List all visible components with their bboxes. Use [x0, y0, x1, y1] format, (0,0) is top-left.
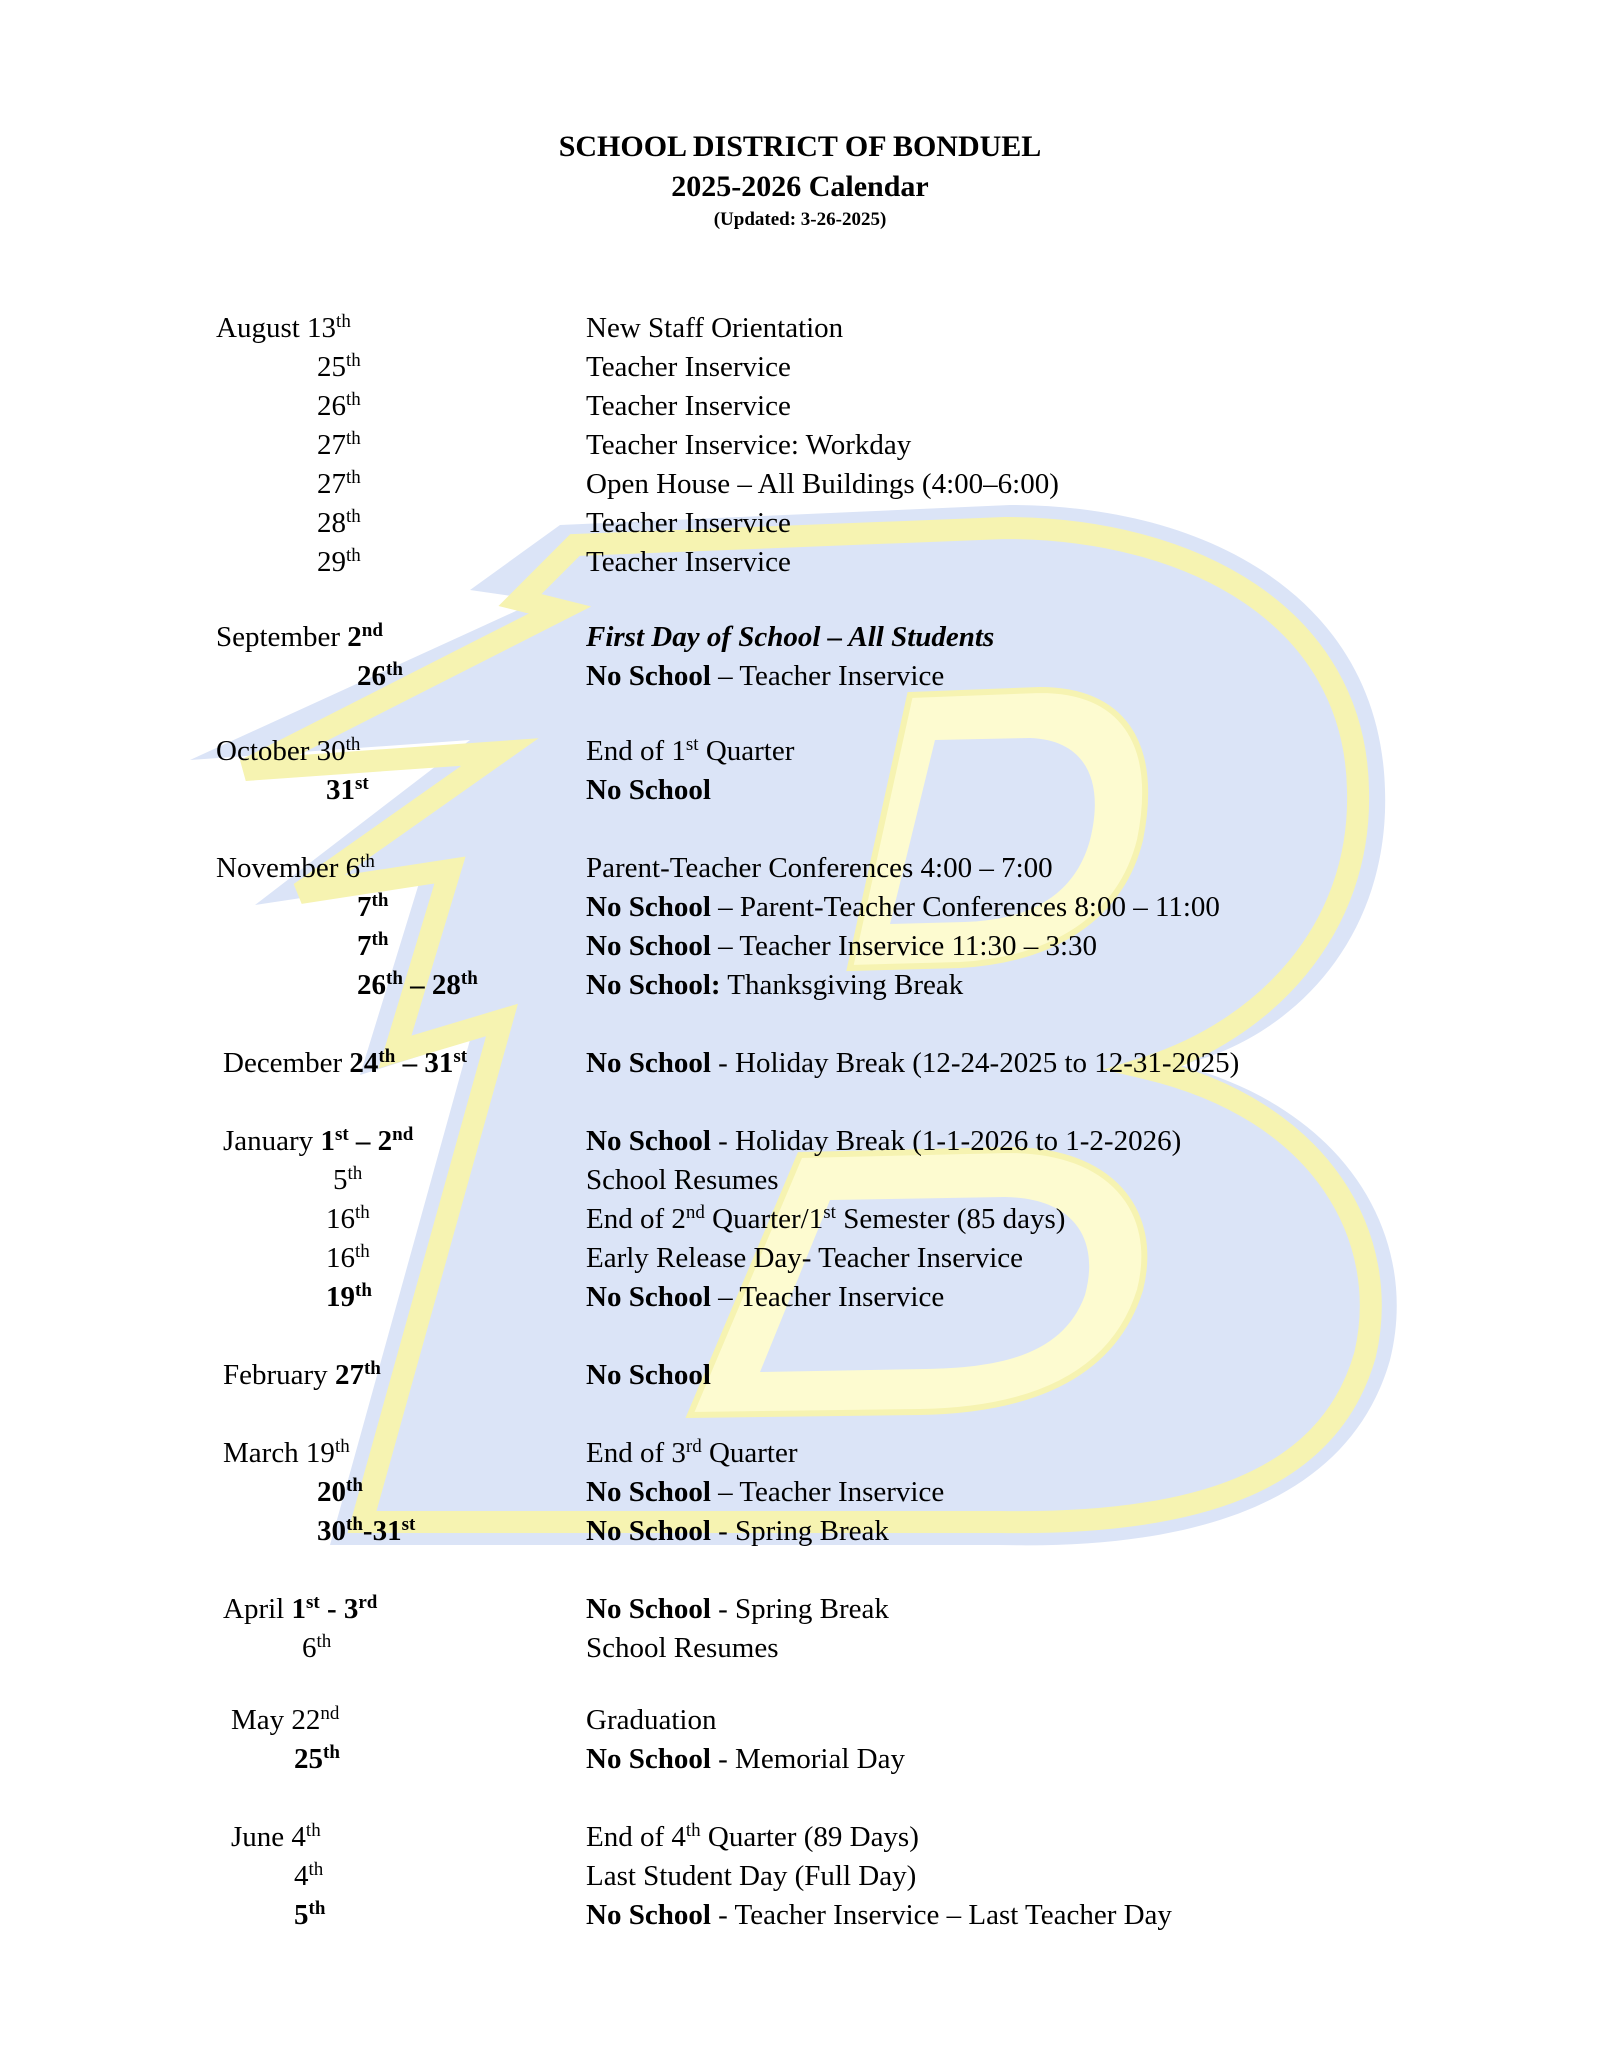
text-segment: – Teacher Inservice 11:30 – 3:30: [710, 930, 1098, 962]
entry-date: [317, 503, 361, 543]
entry-event: [586, 425, 911, 465]
ordinal-suffix: rd: [358, 1592, 378, 1614]
entry-event: [586, 464, 1059, 504]
text-segment: New Staff Orientation: [586, 312, 844, 344]
text-segment: 19: [326, 1281, 355, 1313]
calendar-entry: [0, 1043, 1600, 1083]
entry-event: [586, 656, 944, 696]
text-segment: End of 1: [586, 735, 686, 767]
ordinal-suffix: th: [378, 1046, 396, 1068]
text-segment: April: [223, 1593, 292, 1625]
text-segment: - Holiday Break (12-24-2025 to 12-31-2025): [710, 1047, 1240, 1079]
entry-date: [333, 1160, 362, 1200]
ordinal-suffix: th: [336, 311, 351, 333]
text-segment: Teacher Inservice: [586, 507, 791, 539]
text-segment: No School: [586, 1593, 711, 1625]
calendar-entry: [0, 1472, 1600, 1512]
ordinal-suffix: th: [346, 428, 361, 450]
entry-event: [586, 503, 791, 543]
calendar-entry: [0, 1433, 1600, 1473]
calendar-entry: [0, 542, 1600, 582]
text-segment: 26: [357, 969, 386, 1001]
entry-date: [317, 464, 361, 504]
text-segment: 7: [357, 930, 372, 962]
calendar-entry: [0, 965, 1600, 1005]
entry-event: [586, 1739, 905, 1779]
text-segment: 1: [320, 1125, 335, 1157]
entry-date: [223, 1433, 350, 1473]
text-segment: 30: [317, 1515, 346, 1547]
text-segment: – Teacher Inservice: [710, 1476, 945, 1508]
calendar-entry: [0, 386, 1600, 426]
text-segment: 25: [294, 1743, 323, 1775]
text-segment: Quarter: [701, 1437, 798, 1469]
ordinal-suffix: th: [355, 1202, 370, 1224]
ordinal-suffix: th: [685, 1820, 701, 1842]
entry-date: [294, 1856, 323, 1896]
ordinal-suffix: th: [334, 1436, 350, 1458]
entry-event: [586, 1277, 944, 1317]
entry-date: [216, 848, 375, 888]
ordinal-suffix: nd: [361, 620, 383, 642]
entry-event: [586, 848, 1053, 888]
text-segment: – 31: [395, 1047, 454, 1079]
ordinal-suffix: th: [346, 467, 361, 489]
entry-event: [586, 1355, 711, 1395]
entry-date: [216, 731, 360, 771]
text-segment: Early Release Day- Teacher Inservice: [586, 1242, 1024, 1274]
entry-event: [586, 1895, 1172, 1935]
ordinal-suffix: th: [345, 734, 361, 756]
text-segment: 4: [294, 1860, 309, 1892]
entry-date: [317, 386, 361, 426]
text-segment: No School: [586, 930, 711, 962]
ordinal-suffix: th: [346, 506, 361, 528]
text-segment: No School: [586, 1281, 711, 1313]
calendar-entry: [0, 347, 1600, 387]
text-segment: Quarter (89 Days): [700, 1821, 919, 1853]
text-segment: Open House – All Buildings (4:00–6:00): [586, 468, 1059, 500]
ordinal-suffix: th: [360, 851, 375, 873]
ordinal-suffix: th: [308, 1898, 326, 1920]
text-segment: May 22: [231, 1704, 321, 1736]
ordinal-suffix: th: [346, 350, 361, 372]
text-segment: Quarter/1: [704, 1203, 824, 1235]
ordinal-suffix: th: [371, 929, 389, 951]
text-segment: First Day of School – All Students: [586, 621, 995, 653]
text-segment: 1: [291, 1593, 306, 1625]
text-segment: No School: [586, 774, 711, 806]
text-segment: -31: [362, 1515, 402, 1547]
entry-event: [586, 887, 1220, 927]
calendar-entry: [0, 1238, 1600, 1278]
calendar-entry: [0, 887, 1600, 927]
ordinal-suffix: rd: [685, 1436, 702, 1458]
text-segment: No School: [586, 1047, 711, 1079]
text-segment: 5: [294, 1899, 309, 1931]
ordinal-suffix: th: [371, 890, 389, 912]
calendar-entry: [0, 656, 1600, 696]
text-segment: Thanksgiving Break: [720, 969, 964, 1001]
entry-date: [357, 965, 478, 1005]
entry-event: [586, 1121, 1181, 1161]
entry-event: [586, 1856, 916, 1896]
ordinal-suffix: th: [316, 1631, 332, 1653]
text-segment: 31: [326, 774, 355, 806]
entry-event: [586, 542, 791, 582]
text-segment: Semester (85 days): [835, 1203, 1066, 1235]
text-segment: Parent-Teacher Conferences 4:00 – 7:00: [586, 852, 1053, 884]
calendar-entry: [0, 1511, 1600, 1551]
text-segment: 29: [317, 546, 346, 578]
ordinal-suffix: st: [334, 1124, 349, 1146]
text-segment: - Teacher Inservice – Last Teacher Day: [710, 1899, 1172, 1931]
ordinal-suffix: th: [347, 1163, 363, 1185]
entry-date: [231, 1700, 339, 1740]
entry-date: [216, 308, 351, 348]
text-segment: No School: [586, 1476, 711, 1508]
entry-event: [586, 1511, 889, 1551]
text-segment: Quarter: [698, 735, 795, 767]
entry-date: [223, 1043, 467, 1083]
text-segment: End of 4: [586, 1821, 686, 1853]
calendar-entry: [0, 1700, 1600, 1740]
text-segment: No School: [586, 1515, 711, 1547]
entry-date: [317, 542, 361, 582]
text-segment: 5: [333, 1164, 348, 1196]
entry-event: [586, 617, 994, 657]
entry-date: [223, 1121, 413, 1161]
document-title: SCHOOL DISTRICT OF BONDUEL: [558, 130, 1042, 163]
entry-event: [586, 386, 791, 426]
text-segment: - Spring Break: [710, 1515, 889, 1547]
text-segment: No School: [586, 660, 711, 692]
entry-date: [223, 1589, 377, 1629]
ordinal-suffix: th: [355, 1280, 372, 1302]
text-segment: School Resumes: [586, 1632, 779, 1664]
text-segment: No School: [586, 1743, 711, 1775]
text-segment: – Teacher Inservice: [710, 1281, 945, 1313]
ordinal-suffix: th: [305, 1820, 321, 1842]
entry-date: [302, 1628, 331, 1668]
text-segment: - 3: [319, 1593, 359, 1625]
text-segment: – Teacher Inservice: [710, 660, 945, 692]
text-segment: Teacher Inservice: [586, 546, 791, 578]
calendar-entry: [0, 1895, 1600, 1935]
text-segment: 25: [317, 351, 346, 383]
text-segment: October 30: [216, 735, 346, 767]
text-segment: – Parent-Teacher Conferences 8:00 – 11:00: [710, 891, 1220, 923]
calendar-entry: [0, 425, 1600, 465]
text-segment: 2: [347, 621, 362, 653]
ordinal-suffix: nd: [685, 1202, 705, 1224]
ordinal-suffix: st: [453, 1046, 468, 1068]
entry-event: [586, 1160, 779, 1200]
text-segment: – 28: [402, 969, 461, 1001]
entry-date: [326, 1238, 370, 1278]
calendar-entry: [0, 1277, 1600, 1317]
ordinal-suffix: th: [346, 1475, 363, 1497]
text-segment: No School:: [586, 969, 721, 1001]
text-segment: 6: [302, 1632, 317, 1664]
entry-event: [586, 1472, 944, 1512]
calendar-entry: [0, 770, 1600, 810]
text-segment: – 2: [348, 1125, 393, 1157]
entry-date: [294, 1739, 340, 1779]
text-segment: 20: [317, 1476, 346, 1508]
ordinal-suffix: th: [355, 1241, 370, 1263]
calendar-entry: [0, 503, 1600, 543]
calendar-subtitle: 2025-2026 Calendar: [671, 170, 929, 203]
entry-event: [586, 1043, 1239, 1083]
calendar-entry: [0, 1856, 1600, 1896]
entry-date: [223, 1355, 381, 1395]
entry-event: [586, 1199, 1065, 1239]
ordinal-suffix: nd: [392, 1124, 414, 1146]
text-segment: February: [223, 1359, 335, 1391]
calendar-entry: [0, 1355, 1600, 1395]
text-segment: No School: [586, 1125, 711, 1157]
entry-date: [357, 926, 388, 966]
ordinal-suffix: th: [308, 1859, 324, 1881]
text-segment: 26: [317, 390, 346, 422]
calendar-entry: [0, 1199, 1600, 1239]
ordinal-suffix: st: [685, 734, 699, 756]
entry-event: [586, 1628, 779, 1668]
ordinal-suffix: th: [460, 968, 478, 990]
text-segment: January: [223, 1125, 321, 1157]
calendar-entry: [0, 926, 1600, 966]
text-segment: 27: [334, 1359, 364, 1391]
ordinal-suffix: th: [346, 545, 361, 567]
text-segment: November 6: [216, 852, 361, 884]
calendar-entry: [0, 1160, 1600, 1200]
text-segment: No School: [586, 1359, 711, 1391]
entry-event: [586, 965, 963, 1005]
ordinal-suffix: th: [386, 968, 403, 990]
ordinal-suffix: st: [823, 1202, 836, 1224]
text-segment: Teacher Inservice: [586, 390, 791, 422]
entry-date: [357, 656, 403, 696]
calendar-entry: [0, 464, 1600, 504]
entry-event: [586, 347, 791, 387]
text-segment: 26: [357, 660, 386, 692]
calendar-entry: [0, 308, 1600, 348]
text-segment: 28: [317, 507, 346, 539]
text-segment: September: [216, 621, 348, 653]
text-segment: 7: [357, 891, 372, 923]
text-segment: August 13: [216, 312, 337, 344]
ordinal-suffix: nd: [320, 1703, 340, 1725]
entry-date: [294, 1895, 325, 1935]
entry-date: [317, 1511, 415, 1551]
ordinal-suffix: st: [355, 773, 369, 795]
entry-date: [357, 887, 388, 927]
text-segment: 27: [317, 429, 346, 461]
text-segment: School Resumes: [586, 1164, 779, 1196]
text-segment: Last Student Day (Full Day): [586, 1860, 917, 1892]
entry-event: [586, 731, 794, 771]
ordinal-suffix: th: [363, 1358, 381, 1380]
ordinal-suffix: th: [386, 659, 403, 681]
text-segment: 24: [349, 1047, 379, 1079]
text-segment: December: [223, 1047, 350, 1079]
entry-event: [586, 926, 1097, 966]
ordinal-suffix: st: [305, 1592, 320, 1614]
entry-date: [326, 1277, 372, 1317]
calendar-entry: [0, 731, 1600, 771]
text-segment: 16: [326, 1203, 355, 1235]
entry-event: [586, 1433, 798, 1473]
entry-event: [586, 1238, 1023, 1278]
entry-date: [317, 347, 361, 387]
calendar-entry: [0, 617, 1600, 657]
entry-event: [586, 770, 711, 810]
text-segment: Teacher Inservice: [586, 351, 791, 383]
calendar-entry: [0, 848, 1600, 888]
entry-date: [326, 770, 369, 810]
text-segment: - Memorial Day: [710, 1743, 905, 1775]
text-segment: 16: [326, 1242, 355, 1274]
calendar-entry: [0, 1739, 1600, 1779]
entry-date: [317, 1472, 363, 1512]
updated-date: (Updated: 3-26-2025): [713, 209, 887, 230]
text-segment: - Spring Break: [710, 1593, 889, 1625]
text-segment: Graduation: [586, 1704, 717, 1736]
entry-event: [586, 1700, 716, 1740]
calendar-entry: [0, 1121, 1600, 1161]
text-segment: End of 2: [586, 1203, 686, 1235]
calendar-entry: [0, 1589, 1600, 1629]
text-segment: 27: [317, 468, 346, 500]
ordinal-suffix: st: [401, 1514, 416, 1536]
entry-event: [586, 1589, 889, 1629]
text-segment: June 4: [231, 1821, 306, 1853]
text-segment: End of 3: [586, 1437, 686, 1469]
text-segment: No School: [586, 891, 711, 923]
entry-date: [216, 617, 383, 657]
text-segment: - Holiday Break (1-1-2026 to 1-2-2026): [710, 1125, 1182, 1157]
calendar-entry: [0, 1628, 1600, 1668]
ordinal-suffix: th: [346, 1514, 363, 1536]
entry-event: [586, 1817, 919, 1857]
text-segment: March 19: [223, 1437, 335, 1469]
entry-date: [231, 1817, 321, 1857]
entry-date: [317, 425, 361, 465]
calendar-entry: [0, 1817, 1600, 1857]
text-segment: No School: [586, 1899, 711, 1931]
entry-date: [326, 1199, 370, 1239]
ordinal-suffix: th: [323, 1742, 340, 1764]
ordinal-suffix: th: [346, 389, 361, 411]
entry-event: [586, 308, 843, 348]
text-segment: Teacher Inservice: Workday: [586, 429, 912, 461]
